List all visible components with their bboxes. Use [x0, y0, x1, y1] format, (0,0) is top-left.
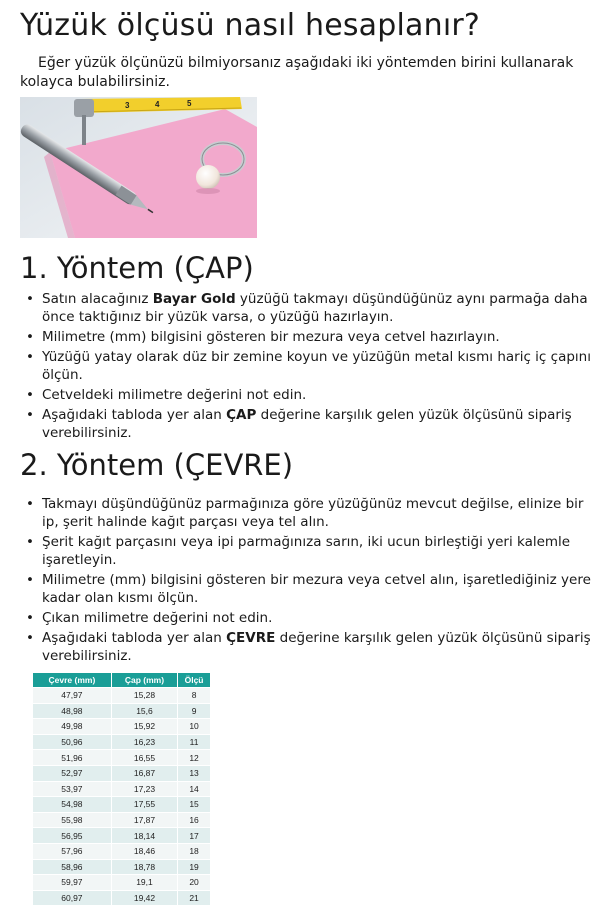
list-item-text: değerine karşılık gelen yüzük ölçüsünü sipariş verebilirsiniz.	[42, 407, 572, 441]
tape-number: 4	[155, 100, 160, 109]
table-row	[33, 875, 211, 891]
list-item-text: değerine karşılık gelen yüzük ölçüsünü sipariş verebilirsiniz.	[42, 630, 591, 664]
column-header-size: Ölçü	[178, 673, 211, 688]
list-item	[20, 328, 595, 346]
table-row	[33, 781, 211, 797]
column-header-circumference: Çevre (mm)	[33, 673, 112, 688]
list-item	[20, 495, 595, 531]
photo-illustration	[20, 97, 257, 238]
table-cell: 8	[178, 688, 211, 704]
list-item-text: Çıkan milimetre değerini not edin.	[42, 610, 273, 626]
table-cell: 49,98	[33, 719, 112, 735]
table-cell: 17	[178, 828, 211, 844]
table-cell: 14	[178, 781, 211, 797]
list-item-text: Cetveldeki milimetre değerini not edin.	[42, 387, 307, 403]
table-cell: 53,97	[33, 781, 112, 797]
table-cell: 18,14	[111, 828, 177, 844]
table-cell: 51,96	[33, 750, 112, 766]
list-item	[20, 386, 595, 404]
table-cell: 17,87	[111, 812, 177, 828]
table-cell: 11	[178, 734, 211, 750]
bold-text: ÇEVRE	[226, 630, 276, 646]
list-item	[20, 348, 595, 384]
table-cell: 10	[178, 719, 211, 735]
table-cell: 48,98	[33, 703, 112, 719]
list-item-text: Aşağıdaki tabloda yer alan	[42, 407, 227, 423]
table-cell: 20	[178, 875, 211, 891]
list-item	[20, 290, 595, 326]
table-cell: 17,23	[111, 781, 177, 797]
method-2-list	[20, 495, 595, 667]
bullet-icon: •	[26, 407, 34, 423]
table-row	[33, 843, 211, 859]
list-item	[20, 609, 595, 627]
table-cell: 9	[178, 703, 211, 719]
table-row	[33, 812, 211, 828]
list-item	[20, 571, 595, 607]
bullet-icon: •	[26, 291, 34, 307]
list-item	[20, 406, 595, 442]
table-cell: 21	[178, 890, 211, 906]
table-cell: 15,6	[111, 703, 177, 719]
list-item	[20, 533, 595, 569]
bold-text: ÇAP	[226, 407, 257, 423]
table-cell: 16,23	[111, 734, 177, 750]
table-cell: 18,46	[111, 843, 177, 859]
list-item-text: Milimetre (mm) bilgisini gösteren bir mezura veya cetvel alın, işaretlediğiniz yere kadar olan kısmı ölçün.	[42, 572, 591, 606]
table-cell: 47,97	[33, 688, 112, 704]
table-cell: 15	[178, 797, 211, 813]
table-row	[33, 890, 211, 906]
table-cell: 17,55	[111, 797, 177, 813]
tape-number: 5	[187, 99, 192, 108]
table-cell: 55,98	[33, 812, 112, 828]
table-cell: 57,96	[33, 843, 112, 859]
table-cell: 54,98	[33, 797, 112, 813]
table-row	[33, 750, 211, 766]
bullet-icon: •	[26, 630, 34, 646]
ring-size-table	[32, 672, 211, 906]
table-cell: 56,95	[33, 828, 112, 844]
table-row	[33, 828, 211, 844]
table-cell: 59,97	[33, 875, 112, 891]
table-cell: 19,1	[111, 875, 177, 891]
table-row	[33, 765, 211, 781]
list-item-text: Yüzüğü yatay olarak düz bir zemine koyun ve yüzüğün metal kısmı hariç iç çapını ölçün.	[42, 349, 591, 383]
list-item-text: Şerit kağıt parçasını veya ipi parmağınıza sarın, iki ucun birleştiği yeri kalemle işaretleyin.	[42, 534, 571, 568]
page-title: Yüzük ölçüsü nasıl hesaplanır?	[20, 8, 481, 43]
table-cell: 15,92	[111, 719, 177, 735]
method-1-list	[20, 290, 595, 444]
table-cell: 16	[178, 812, 211, 828]
table-cell: 18,78	[111, 859, 177, 875]
table-cell: 58,96	[33, 859, 112, 875]
table-cell: 12	[178, 750, 211, 766]
bullet-icon: •	[26, 496, 34, 512]
list-item-text: yüzüğü takmayı düşündüğünüz aynı parmağa daha önce taktığınız bir yüzük varsa, o yüzüğü hazırlayın.	[42, 291, 588, 325]
table-row	[33, 719, 211, 735]
table-cell: 16,55	[111, 750, 177, 766]
table-row	[33, 797, 211, 813]
table-cell: 13	[178, 765, 211, 781]
list-item-text: Aşağıdaki tabloda yer alan	[42, 630, 227, 646]
bold-text: Bayar Gold	[152, 291, 236, 307]
method-2-heading: 2. Yöntem (ÇEVRE)	[20, 448, 294, 482]
table-cell: 18	[178, 843, 211, 859]
tape-number: 3	[125, 101, 130, 110]
table-cell: 16,87	[111, 765, 177, 781]
list-item-text: Takmayı düşündüğünüz parmağınıza göre yüzüğünüz mevcut değilse, elinize bir ip, şerit halinde kağıt parçası veya tel alın.	[42, 496, 584, 530]
bullet-icon: •	[26, 329, 34, 345]
bullet-icon: •	[26, 534, 34, 550]
bullet-icon: •	[26, 387, 34, 403]
table-row	[33, 703, 211, 719]
ring-measuring-photo	[20, 97, 257, 238]
bullet-icon: •	[26, 572, 34, 588]
table-cell: 50,96	[33, 734, 112, 750]
table-cell: 15,28	[111, 688, 177, 704]
list-item-text: Satın alacağınız	[42, 291, 153, 307]
table-row	[33, 688, 211, 704]
table-cell: 19	[178, 859, 211, 875]
bullet-icon: •	[26, 349, 34, 365]
column-header-diameter: Çap (mm)	[111, 673, 177, 688]
table-row	[33, 734, 211, 750]
intro-text: Eğer yüzük ölçünüzü bilmiyorsanız aşağıdaki iki yöntemden birini kullanarak kolayca bulabilirsiniz.	[20, 55, 574, 90]
method-1-heading: 1. Yöntem (ÇAP)	[20, 251, 254, 285]
table-cell: 60,97	[33, 890, 112, 906]
table-cell: 19,42	[111, 890, 177, 906]
list-item	[20, 629, 595, 665]
table-cell: 52,97	[33, 765, 112, 781]
list-item-text: Milimetre (mm) bilgisini gösteren bir mezura veya cetvel hazırlayın.	[42, 329, 500, 345]
table-header-row	[33, 673, 211, 688]
bullet-icon: •	[26, 610, 34, 626]
table-row	[33, 859, 211, 875]
